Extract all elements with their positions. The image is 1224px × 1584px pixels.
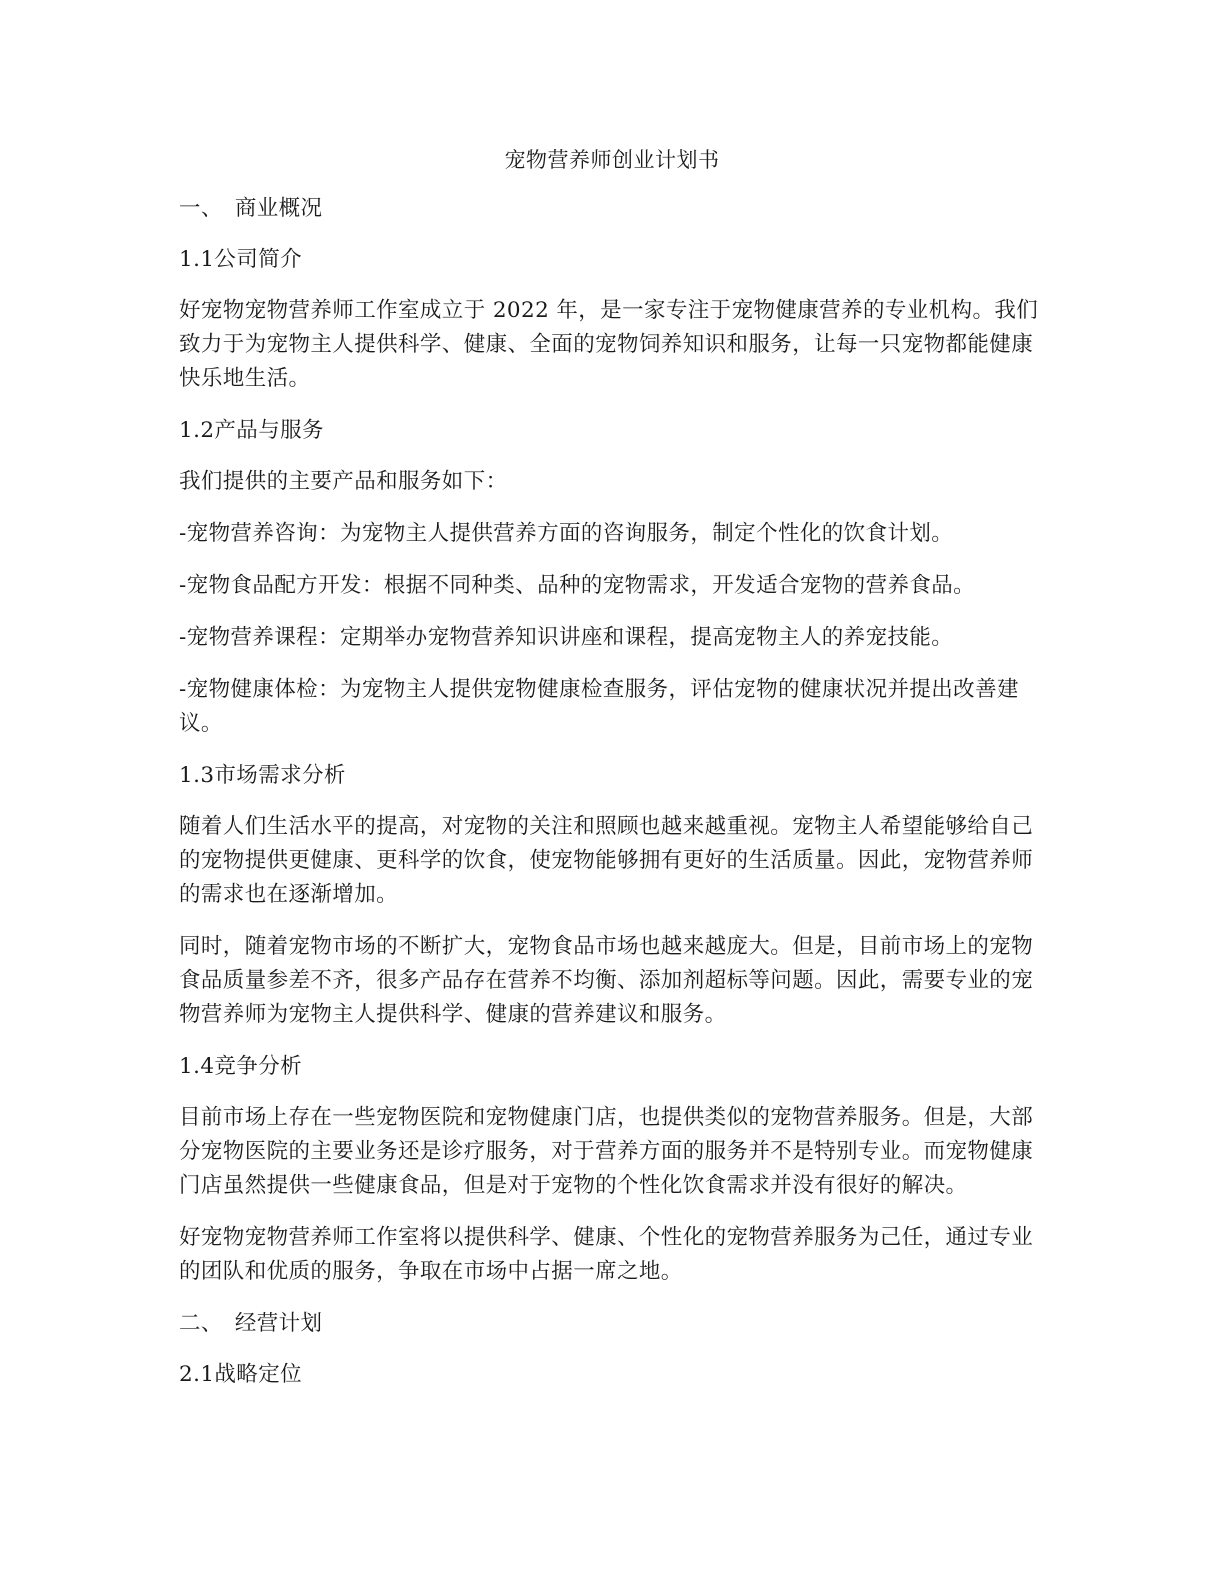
subsection-2-1-heading: 2.1战略定位 <box>179 1362 302 1387</box>
section-1-heading <box>179 192 1045 226</box>
service-item-courses: -宠物营养课程：定期举办宠物营养知识讲座和课程，提高宠物主人的养宠技能。 <box>179 625 954 650</box>
service-item-consulting: -宠物营养咨询：为宠物主人提供营养方面的咨询服务，制定个性化的饮食计划。 <box>179 521 954 546</box>
company-intro-paragraph: 好宠物宠物营养师工作室成立于 2022 年，是一家专注于宠物健康营养的专业机构。我们致力于为宠物主人提供科学、健康、全面的宠物饲养知识和服务，让每一只宠物都能健康快乐地生活。 <box>179 298 1039 391</box>
section-1-number: 一、 <box>179 196 223 221</box>
subsection-1-4-heading: 1.4竞争分析 <box>179 1054 302 1079</box>
products-intro-paragraph: 我们提供的主要产品和服务如下： <box>179 469 508 494</box>
section-2-number: 二、 <box>179 1311 223 1336</box>
document-body <box>179 192 1045 1409</box>
section-2-title: 经营计划 <box>234 1311 323 1336</box>
subsection-1-1-heading: 1.1公司简介 <box>179 247 302 272</box>
document-title: 宠物营养师创业计划书 <box>504 148 720 172</box>
subsection-1-3-heading: 1.3市场需求分析 <box>179 763 346 788</box>
competition-paragraph-1: 目前市场上存在一些宠物医院和宠物健康门店，也提供类似的宠物营养服务。但是，大部分宠物医院的主要业务还是诊疗服务，对于营养方面的服务并不是特别专业。而宠物健康门店虽然提供一些健康食品，但是对于宠物的个性化饮食需求并没有很好的解决。 <box>179 1105 1034 1198</box>
competition-paragraph-2: 好宠物宠物营养师工作室将以提供科学、健康、个性化的宠物营养服务为己任，通过专业的团队和优质的服务，争取在市场中占据一席之地。 <box>179 1225 1034 1284</box>
market-demand-paragraph-1: 随着人们生活水平的提高，对宠物的关注和照顾也越来越重视。宠物主人希望能够给自己的宠物提供更健康、更科学的饮食，使宠物能够拥有更好的生活质量。因此，宠物营养师的需求也在逐渐增加。 <box>179 814 1034 907</box>
market-demand-paragraph-2: 同时，随着宠物市场的不断扩大，宠物食品市场也越来越庞大。但是，目前市场上的宠物食品质量参差不齐，很多产品存在营养不均衡、添加剂超标等问题。因此，需要专业的宠物营养师为宠物主人提供科学、健康的营养建议和服务。 <box>179 934 1034 1027</box>
service-item-formula: -宠物食品配方开发：根据不同种类、品种的宠物需求，开发适合宠物的营养食品。 <box>179 573 976 598</box>
section-2-heading <box>179 1307 1045 1341</box>
service-item-checkup: -宠物健康体检：为宠物主人提供宠物健康检查服务，评估宠物的健康状况并提出改善建议。 <box>179 677 1019 736</box>
subsection-1-2-heading: 1.2产品与服务 <box>179 418 324 443</box>
section-1-title: 商业概况 <box>234 196 323 221</box>
